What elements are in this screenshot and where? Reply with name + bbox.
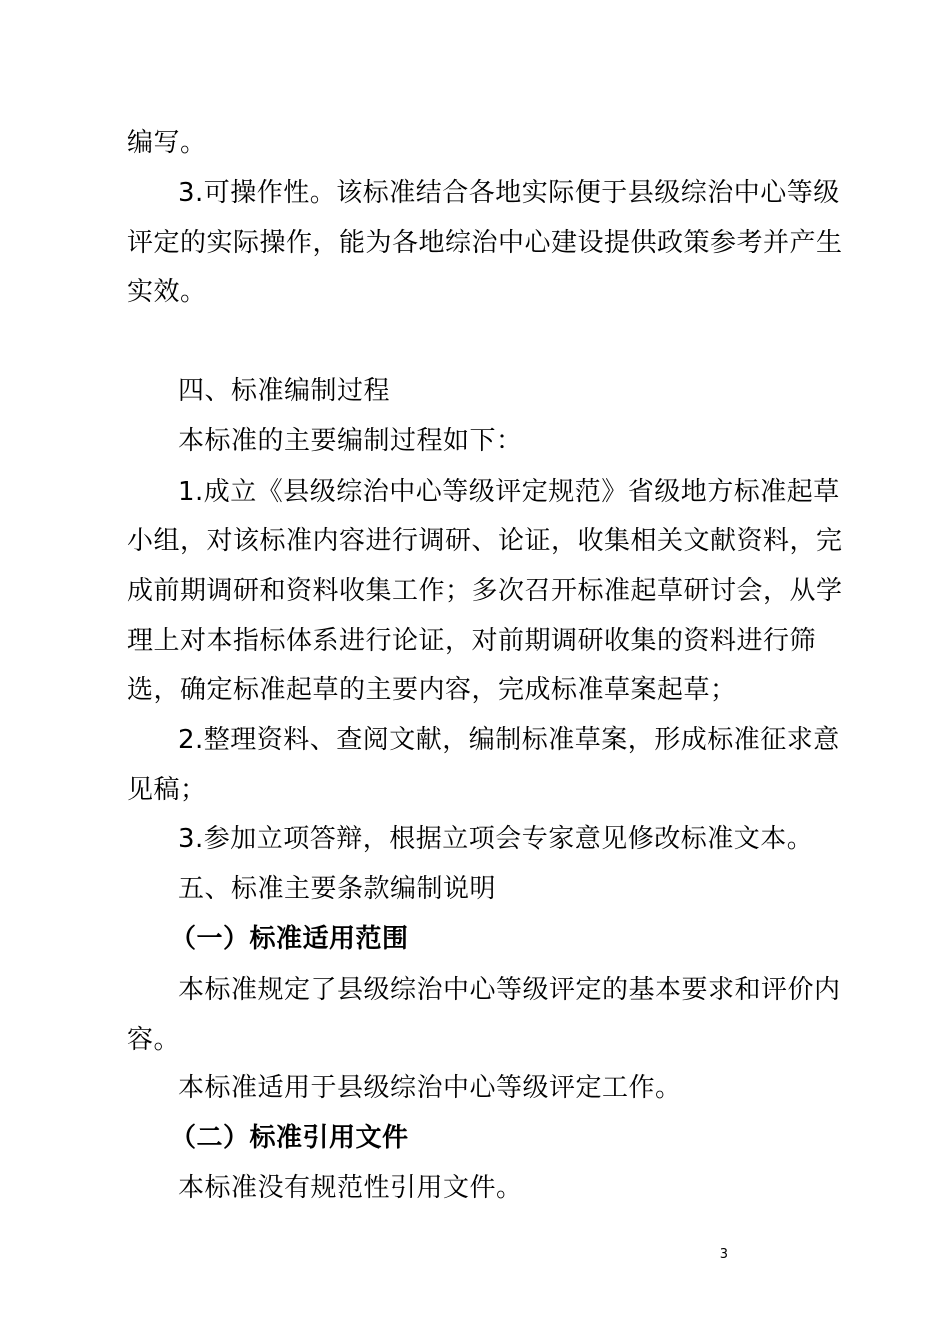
paragraph-line: 3.参加立项答辩，根据立项会专家意见修改标准文本。 — [178, 824, 814, 854]
section-heading: 五、标准主要条款编制说明 — [178, 874, 497, 904]
paragraph-line: 实效。 — [127, 277, 207, 307]
page-number: 3 — [719, 1247, 728, 1262]
paragraph-line: 理上对本指标体系进行论证，对前期调研收集的资料进行筛 — [127, 626, 817, 656]
paragraph-line: 编写。 — [127, 128, 207, 158]
paragraph-line: 小组，对该标准内容进行调研、论证，收集相关文献资料，完 — [127, 526, 843, 556]
paragraph-line: 1.成立《县级综治中心等级评定规范》省级地方标准起草 — [178, 477, 840, 507]
paragraph-line: 评定的实际操作，能为各地综治中心建设提供政策参考并产生 — [127, 228, 843, 258]
paragraph-line: 3.可操作性。该标准结合各地实际便于县级综治中心等级 — [178, 178, 840, 208]
paragraph-line: 选，确定标准起草的主要内容，完成标准草案起草； — [127, 675, 737, 705]
subsection-heading: （一）标准适用范围 — [170, 924, 409, 954]
paragraph-line: 本标准规定了县级综治中心等级评定的基本要求和评价内 — [178, 975, 841, 1005]
paragraph-line: 2.整理资料、查阅文献，编制标准草案，形成标准征求意 — [178, 725, 840, 755]
section-heading: 四、标准编制过程 — [178, 376, 391, 406]
paragraph-line: 本标准没有规范性引用文件。 — [178, 1173, 523, 1203]
paragraph-line: 本标准的主要编制过程如下： — [178, 426, 523, 456]
paragraph-line: 容。 — [127, 1025, 181, 1055]
paragraph-line: 见稿； — [127, 775, 207, 805]
subsection-heading: （二）标准引用文件 — [170, 1123, 409, 1153]
paragraph-line: 本标准适用于县级综治中心等级评定工作。 — [178, 1073, 682, 1103]
paragraph-line: 成前期调研和资料收集工作；多次召开标准起草研讨会，从学 — [127, 576, 843, 606]
